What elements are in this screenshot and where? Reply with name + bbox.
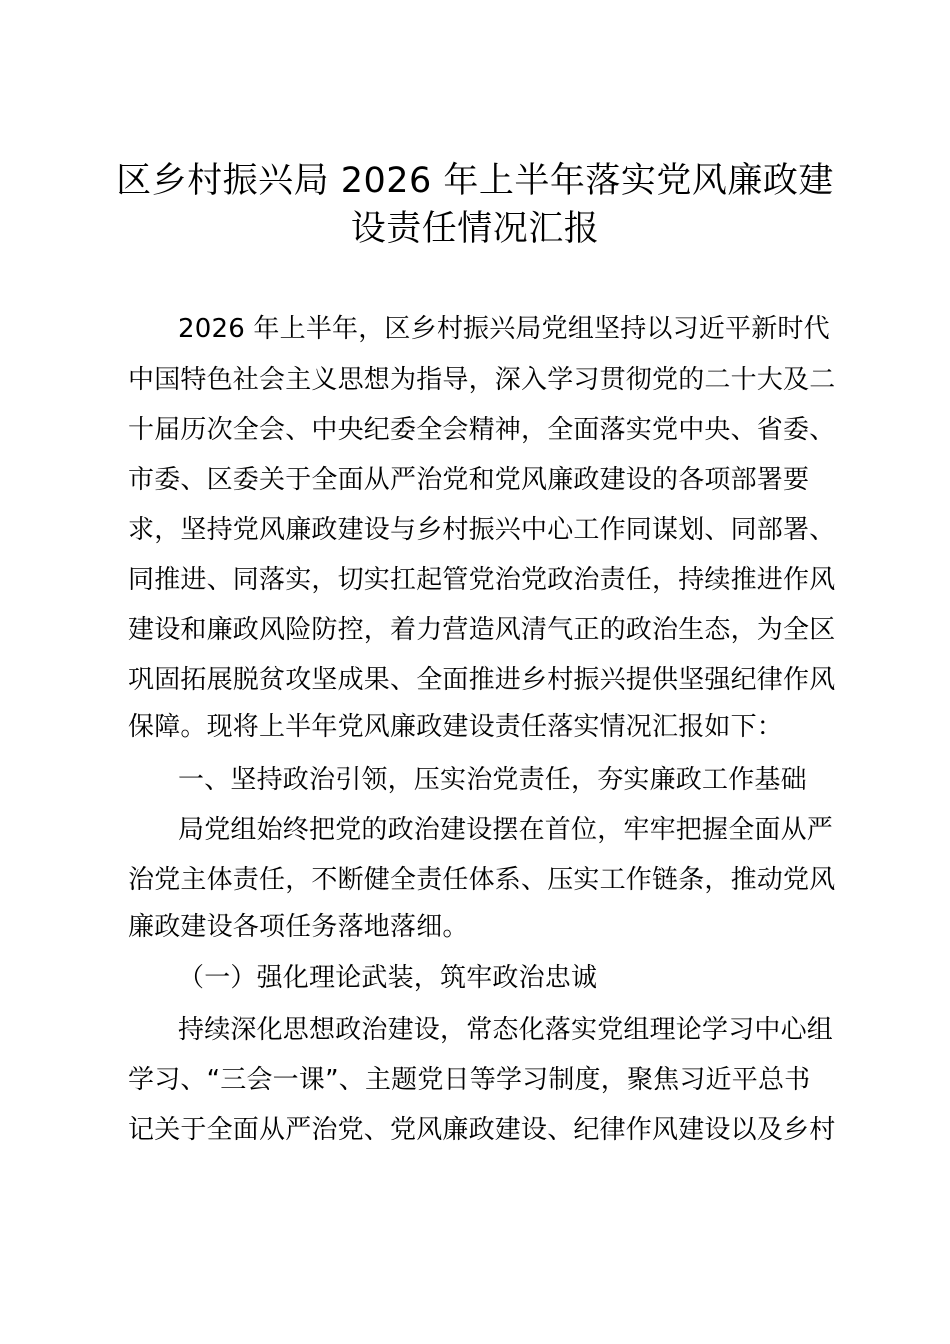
paragraph-line: 学习、“三会一课”、主题党日等学习制度，聚焦习近平总书 bbox=[128, 1065, 811, 1095]
paragraph-line: 持续深化思想政治建设，常态化落实党组理论学习中心组 bbox=[178, 1015, 834, 1045]
paragraph-line: 中国特色社会主义思想为指导，深入学习贯彻党的二十大及二 bbox=[128, 365, 836, 395]
paragraph-line: 治党主体责任，不断健全责任体系、压实工作链条，推动党风 bbox=[128, 865, 836, 895]
paragraph-line: 廉政建设各项任务落地落细。 bbox=[128, 912, 469, 942]
section-heading: 一、坚持政治引领，压实治党责任，夯实廉政工作基础 bbox=[178, 765, 807, 795]
paragraph-line: 市委、区委关于全面从严治党和党风廉政建设的各项部署要 bbox=[128, 465, 810, 495]
paragraph-line: 同推进、同落实，切实扛起管党治党政治责任，持续推进作风 bbox=[128, 565, 836, 595]
paragraph-line: 求，坚持党风廉政建设与乡村振兴中心工作同谋划、同部署、 bbox=[128, 515, 836, 545]
document-title-line-1: 区乡村振兴局 2026 年上半年落实党风廉政建 bbox=[116, 161, 834, 201]
paragraph-line: 建设和廉政风险防控，着力营造风清气正的政治生态，为全区 bbox=[128, 615, 836, 645]
paragraph-line: 保障。现将上半年党风廉政建设责任落实情况汇报如下： bbox=[128, 712, 784, 742]
paragraph-line: 十届历次全会、中央纪委全会精神，全面落实党中央、省委、 bbox=[128, 415, 836, 445]
document-title-line-2: 设责任情况汇报 bbox=[350, 209, 600, 249]
paragraph-line: 巩固拓展脱贫攻坚成果、全面推进乡村振兴提供坚强纪律作风 bbox=[128, 665, 836, 695]
paragraph-line: 2026 年上半年，区乡村振兴局党组坚持以习近平新时代 bbox=[178, 314, 830, 344]
subsection-heading: （一）强化理论武装，筑牢政治忠诚 bbox=[178, 963, 598, 993]
paragraph-line: 记关于全面从严治党、党风廉政建设、纪律作风建设以及乡村 bbox=[128, 1115, 836, 1145]
paragraph-line: 局党组始终把党的政治建设摆在首位，牢牢把握全面从严 bbox=[178, 815, 834, 845]
